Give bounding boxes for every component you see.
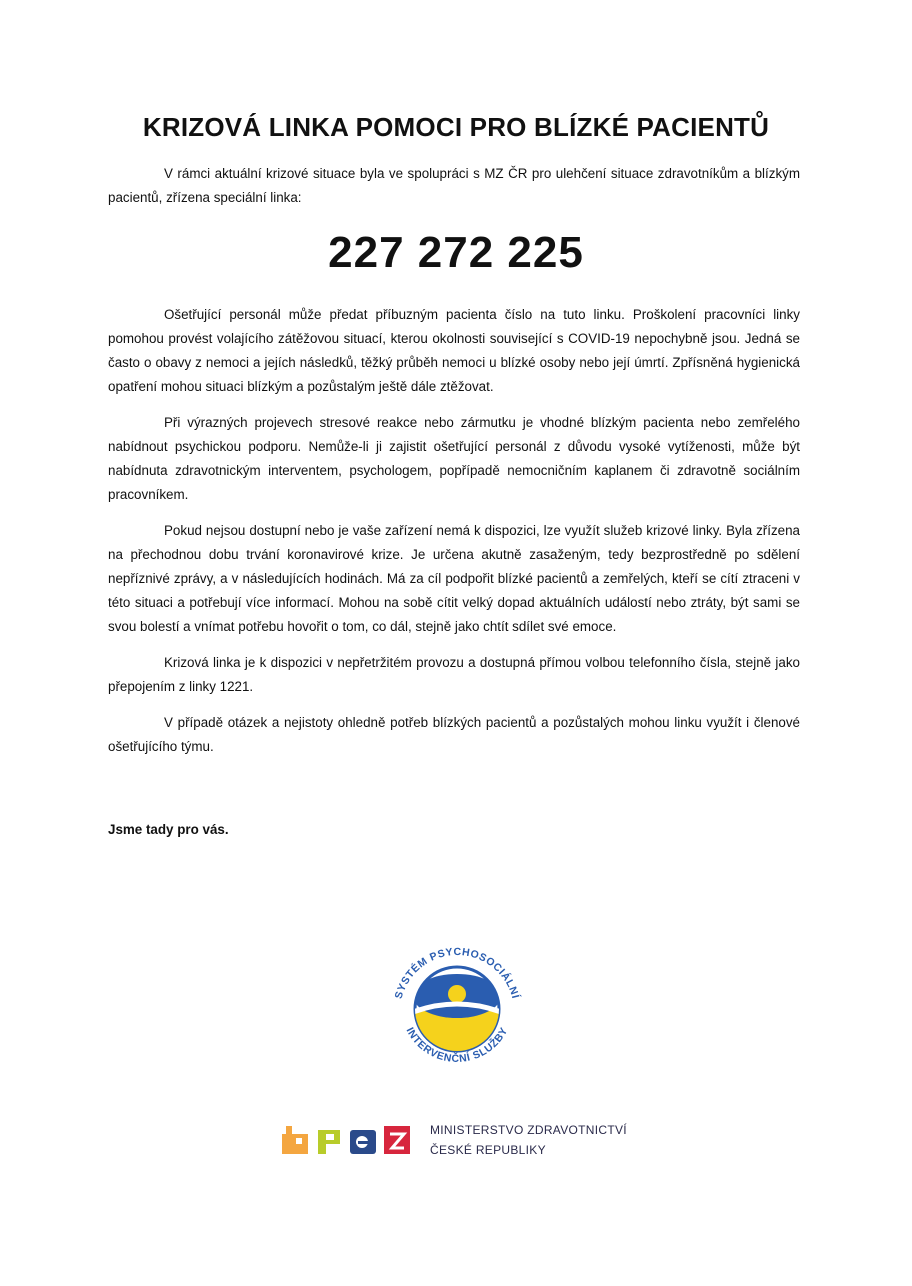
seal-pupil [448,985,466,1003]
ministry-name [430,1120,627,1160]
phone-number: 227 272 225 [328,228,584,277]
paragraph: V případě otázek a nejistoty ohledně potřeb blízkých pacientů a pozůstalých mohou linku využít i členové ošetřujícího týmu. [108,715,800,754]
seal-text-top: SYSTÉM PSYCHOSOCIÁLNÍ [392,945,522,1001]
paragraph: Při výrazných projevech stresové reakce nebo zármutku je vhodné blízkým pacienta nebo zemřelého nabídnout psychickou podporu. Nemůže-li ji zajistit ošetřující personál z důvodu vysoké vytíženosti, může být nabídnuta zdravotnickým interventem, psychologem, popřípadě nemocničním kaplanem či zdravotně sociálním pracovníkem. [108,415,800,502]
intro-paragraph [108,162,800,222]
ministry-mark-red [382,1122,412,1156]
paragraph: Krizová linka je k dispozici v nepřetržitém provozu a dostupná přímou volbou telefonního čísla, stejně jako přepojením z linky 1221. [108,655,800,694]
ministry-mark-blue [348,1122,378,1156]
closing-line: Jsme tady pro vás. [108,822,229,837]
paragraph: Pokud nejsou dostupní nebo je vaše zařízení nemá k dispozici, lze využít služeb krizové linky. Byla zřízena na přechodnou dobu trvání koronavirové krize. Je určena akutně zasaženým, tedy bezprostředně po sdělení nepříznivé zprávy, a v následujících hodinách. Má za cíl podpořit blízké pacientů a zemřelých, kteří se cítí ztraceni v této situaci a potřebují více informací. Mohou na sobě cítit velký dopad aktuálních událostí nebo ztráty, být sami se svou bolestí a vnímat potřebu hovořit o tom, co dál, stejně jako chtít sdílet své emoce. [108,523,800,634]
ministry-line-2: ČESKÉ REPUBLIKY [430,1143,546,1157]
document-title: KRIZOVÁ LINKA POMOCI PRO BLÍZKÉ PACIENTŮ [142,112,770,142]
ministry-logo [280,1118,660,1162]
paragraph: Ošetřující personál může předat příbuzným pacienta číslo na tuto linku. Proškolení pracovníci linky pomohou provést volajícího zátěžovou situací, kterou okolnosti související s COVID-19 nepochybně jsou. Jedná se často o obavy z nemoci a jejích následků, těžký průběh nemoci u blízké osoby nebo její úmrtí. Zpřísněná hygienická opatření mohou situaci blízkým a pozůstalým ještě dále ztěžovat. [108,307,800,394]
spis-seal-logo [382,932,532,1082]
seal-text-bottom: INTERVENČNÍ SLUŽBY [403,1025,511,1066]
body-paragraphs [108,303,800,771]
ministry-mark-orange [280,1122,310,1156]
ministry-mark-green [314,1122,344,1156]
intro-text: V rámci aktuální krizové situace byla ve spolupráci s MZ ČR pro ulehčení situace zdravotníkům a blízkým pacientů, zřízena speciální linka: [108,166,800,205]
ministry-line-1: MINISTERSTVO ZDRAVOTNICTVÍ [430,1123,627,1137]
